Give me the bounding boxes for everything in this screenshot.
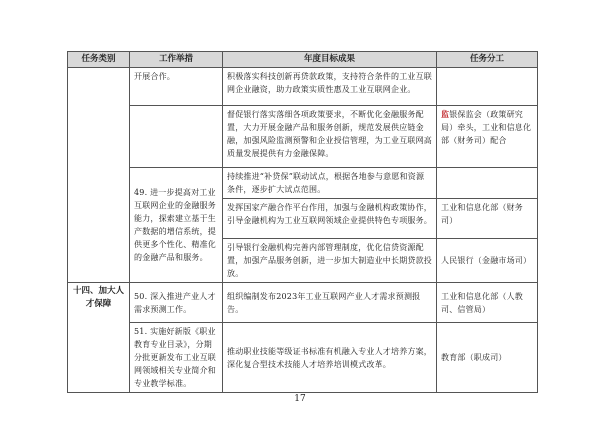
dept-cell: 教育部（职成司）	[437, 323, 538, 393]
dept-cell-empty	[437, 68, 538, 106]
table-row	[68, 106, 538, 168]
dept-cell-empty	[437, 168, 538, 199]
goal-cell: 持续推进“补贷保”联动试点，根据各地参与意愿和资源条件，逐步扩大试点范围。	[223, 168, 437, 199]
task-table	[67, 51, 538, 393]
table-row	[68, 283, 538, 323]
goal-cell: 督促银行落实落细各项政策要求，不断优化金融服务配置，大力开展金融产品和服务创新，规范发展供应链金融，加强风险监测预警和企业授信管理，为工业互联网高质量发展提供有力金融保障。	[223, 106, 437, 168]
dept-cell	[437, 106, 538, 168]
measure-cell: 51. 实施好新版《职业教育专业目录》，分期分批更新发布工业互联网领域相关专业简介和专业教学标准。	[130, 323, 223, 393]
goal-cell: 引导银行金融机构完善内部管理制度，优化信贷资源配置，加强产品服务创新，进一步加大制造业中长期贷款投放。	[223, 239, 437, 283]
category-cell-empty	[68, 68, 130, 283]
measure-cell: 50. 深入推进产业人才需求预测工作。	[130, 283, 223, 323]
goal-cell: 发挥国家产融合作平台作用，加强与金融机构政策协作，引导金融机构为工业互联网领域企业提供特色专项服务。	[223, 199, 437, 239]
table-row	[68, 168, 538, 199]
dept-cell: 人民银行（金融市场司）	[437, 239, 538, 283]
category-cell: 十四、加大人才保障	[68, 283, 130, 393]
measure-cell-empty	[130, 106, 223, 168]
header-category: 任务类别	[68, 52, 130, 68]
goal-cell: 积极落实科技创新再贷款政策，支持符合条件的工业互联网企业融资，助力政策实质性惠及工业互联网企业。	[223, 68, 437, 106]
table-header-row	[68, 52, 538, 68]
dept-cell: 工业和信息化部（人教司、信管局）	[437, 283, 538, 323]
red-mark: 监	[441, 109, 450, 119]
dept-text: 银保监会（政策研究局）牵头，工业和信息化部（财务司）配合	[441, 110, 532, 145]
page-number: 17	[294, 394, 306, 404]
header-dept: 任务分工	[437, 52, 538, 68]
dept-cell: 工业和信息化部（财务司）	[437, 199, 538, 239]
measure-cell: 开展合作。	[130, 68, 223, 106]
header-goal: 年度目标成果	[223, 52, 437, 68]
goal-cell: 推动职业技能等级证书标准有机融入专业人才培养方案，深化复合型技术技能人才培养培训模式改革。	[223, 323, 437, 393]
header-measure: 工作举措	[130, 52, 223, 68]
table-row	[68, 68, 538, 106]
measure-cell: 49. 进一步提高对工业互联网企业的金融服务能力，探索建立基于生产数据的增信系统，提供更多个性化、精准化的金融产品和服务。	[130, 168, 223, 283]
goal-cell: 组织编制发布2023年工业互联网产业人才需求预测报告。	[223, 283, 437, 323]
table-row	[68, 323, 538, 393]
